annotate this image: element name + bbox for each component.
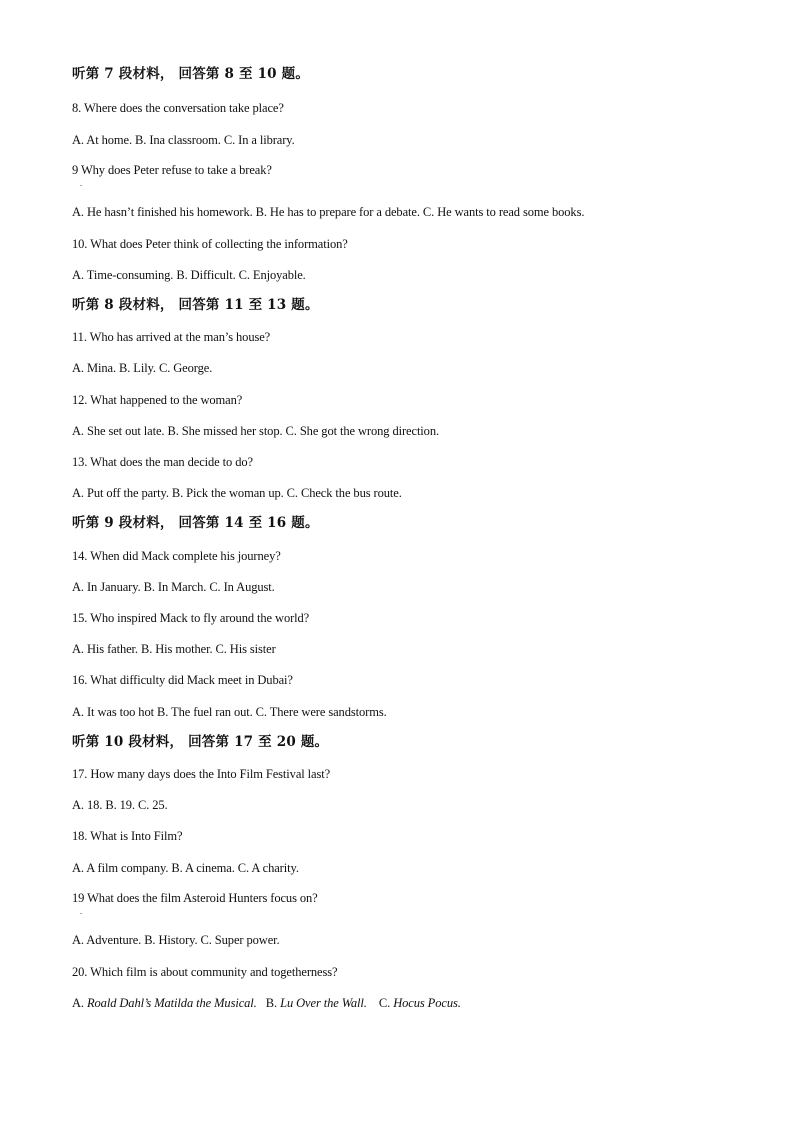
options-16: A. It was too hot B. The fuel ran out. C. There were sandstorms. xyxy=(72,705,387,719)
options-10: A. Time-consuming. B. Difficult. C. Enjoyable. xyxy=(72,268,306,282)
options-18: A. A film company. B. A cinema. C. A charity. xyxy=(72,861,299,875)
option-b-label: B. xyxy=(256,996,281,1010)
options-14: A. In January. B. In March. C. In August. xyxy=(72,580,275,594)
question-8: 8. Where does the conversation take place? xyxy=(72,101,284,115)
question-17: 17. How many days does the Into Film Festival last? xyxy=(72,767,331,781)
options-19: A. Adventure. B. History. C. Super power. xyxy=(72,933,280,947)
question-11: 11. Who has arrived at the man’s house? xyxy=(72,330,271,344)
question-10: 10. What does Peter think of collecting the information? xyxy=(72,237,348,251)
options-13: A. Put off the party. B. Pick the woman up. C. Check the bus route. xyxy=(72,486,402,500)
option-b-title: Lu Over the Wall. xyxy=(280,996,367,1010)
option-a-label: A. xyxy=(72,996,87,1010)
section-heading-9: 听第 9 段材料， 回答第 14 至 16 题。 xyxy=(72,515,319,531)
options-8: A. At home. B. Ina classroom. C. In a library. xyxy=(72,133,295,147)
question-18: 18. What is Into Film? xyxy=(72,829,183,843)
options-12: A. She set out late. B. She missed her stop. C. She got the wrong direction. xyxy=(72,424,440,438)
options-20 xyxy=(72,995,461,1011)
question-20: 20. Which film is about community and togetherness? xyxy=(72,965,338,979)
dot-mark-19: . xyxy=(80,907,82,916)
section-heading-10: 听第 10 段材料， 回答第 17 至 20 题。 xyxy=(72,734,329,750)
question-9: 9 Why does Peter refuse to take a break? xyxy=(72,163,272,177)
options-9: A. He hasn’t finished his homework. B. He has to prepare for a debate. C. He wants to read some books. xyxy=(72,205,585,219)
option-a-title: Roald Dahl’s Matilda the Musical. xyxy=(86,996,257,1010)
options-17: A. 18. B. 19. C. 25. xyxy=(72,798,168,812)
question-12: 12. What happened to the woman? xyxy=(72,393,243,407)
question-13: 13. What does the man decide to do? xyxy=(72,455,253,469)
section-heading-8: 听第 8 段材料， 回答第 11 至 13 题。 xyxy=(72,297,319,313)
question-14: 14. When did Mack complete his journey? xyxy=(72,549,281,563)
option-c-label: C. xyxy=(366,996,394,1010)
option-c-title: Hocus Pocus. xyxy=(393,996,461,1010)
question-16: 16. What difficulty did Mack meet in Dubai? xyxy=(72,673,293,687)
options-11: A. Mina. B. Lily. C. George. xyxy=(72,361,213,375)
question-19: 19 What does the film Asteroid Hunters focus on? xyxy=(72,891,318,905)
dot-mark-9: . xyxy=(80,179,82,188)
section-heading-7: 听第 7 段材料， 回答第 8 至 10 题。 xyxy=(72,66,310,82)
options-15: A. His father. B. His mother. C. His sister xyxy=(72,642,276,656)
question-15: 15. Who inspired Mack to fly around the world? xyxy=(72,611,310,625)
